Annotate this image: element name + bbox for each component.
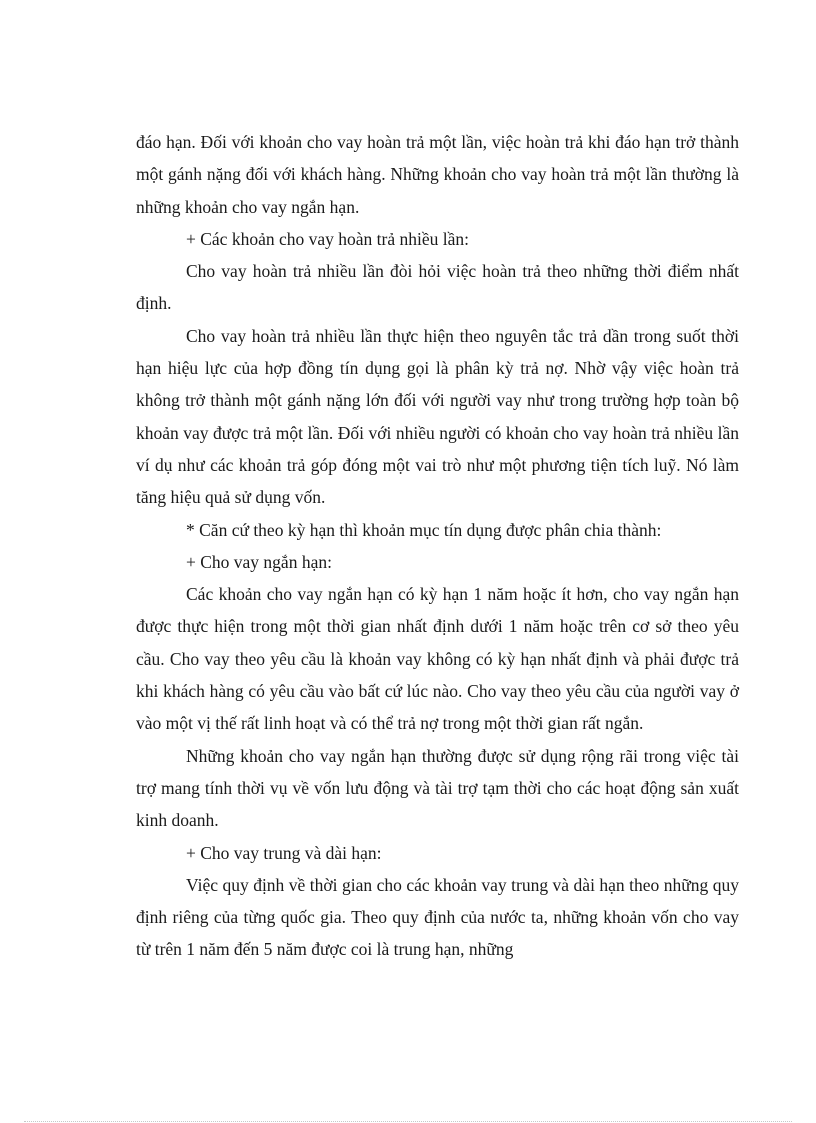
heading-medium-long-term-loans: + Cho vay trung và dài hạn: bbox=[186, 842, 382, 863]
paragraph: Cho vay hoàn trả nhiều lần thực hiện theo nguyên tắc trả dần trong suốt thời hạn hiệu lực của hợp đồng tín dụng gọi là phân kỳ trả nợ. Nhờ vậy việc hoàn trả không trở thành một gánh nặng lớn đối với người vay như trong trường hợp toàn bộ khoản vay được trả một lần. Đối với nhiều người có khoản cho vay hoàn trả nhiều lần ví dụ như các khoản trả góp đóng một vai trò như một phương tiện tích luỹ. Nó làm tăng hiệu quả sử dụng vốn. bbox=[136, 325, 739, 508]
paragraph: Những khoản cho vay ngắn hạn thường được sử dụng rộng rãi trong việc tài trợ mang tính thời vụ về vốn lưu động và tài trợ tạm thời cho các hoạt động sản xuất kinh doanh. bbox=[136, 745, 739, 831]
paragraph: Việc quy định về thời gian cho các khoản vay trung và dài hạn theo những quy định riêng của từng quốc gia. Theo quy định của nước ta, những khoản vốn cho vay từ trên 1 năm đến 5 năm được coi là trung hạn, những bbox=[136, 874, 739, 960]
heading-repayment-multiple: + Các khoản cho vay hoàn trả nhiều lần: bbox=[186, 228, 469, 249]
page-bottom-divider bbox=[24, 1121, 792, 1122]
paragraph-continuation: đáo hạn. Đối với khoản cho vay hoàn trả một lần, việc hoàn trả khi đáo hạn trở thành một gánh nặng đối với khách hàng. Những khoản cho vay hoàn trả một lần thường là những khoản cho vay ngắn hạn. bbox=[136, 132, 739, 217]
body-text bbox=[136, 126, 739, 966]
paragraph: Các khoản cho vay ngắn hạn có kỳ hạn 1 năm hoặc ít hơn, cho vay ngắn hạn được thực hiện trong một thời gian nhất định dưới 1 năm hoặc trên cơ sở theo yêu cầu. Cho vay theo yêu cầu là khoản vay không có kỳ hạn nhất định và phải được trả khi khách hàng có yêu cầu vào bất cứ lúc nào. Cho vay theo yêu cầu của người vay ở vào một vị thế rất linh hoạt và có thể trả nợ trong một thời gian rất ngắn. bbox=[136, 584, 739, 734]
heading-term-classification: * Căn cứ theo kỳ hạn thì khoản mục tín dụng được phân chia thành: bbox=[186, 519, 662, 540]
heading-short-term-loans: + Cho vay ngắn hạn: bbox=[186, 551, 332, 572]
paragraph: Cho vay hoàn trả nhiều lần đòi hỏi việc hoàn trả theo những thời điểm nhất định. bbox=[136, 261, 739, 314]
